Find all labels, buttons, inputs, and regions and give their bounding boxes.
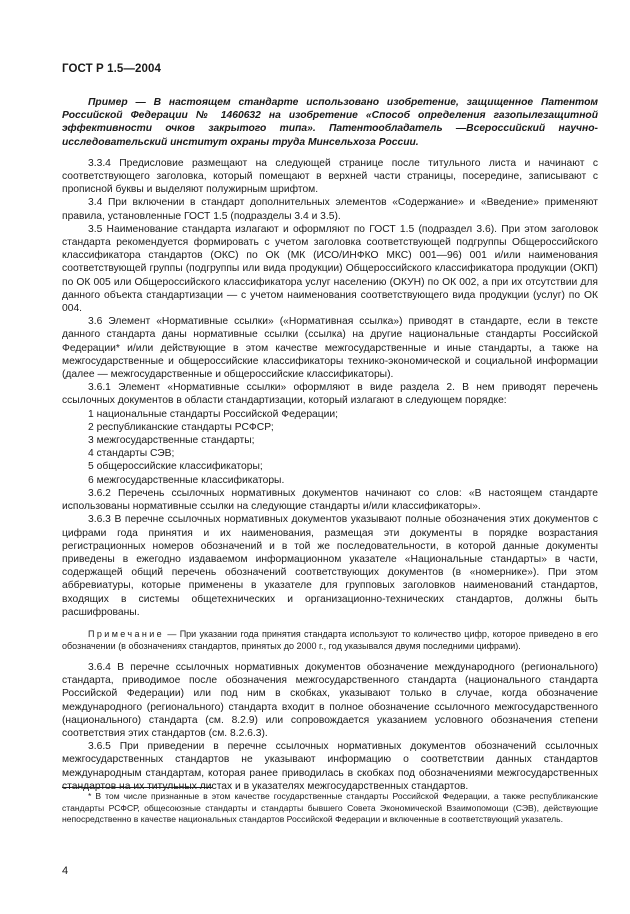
- list-item: 6 межгосударственные классификаторы.: [88, 474, 285, 486]
- document-body: [62, 96, 598, 793]
- example-paragraph: Пример — В настоящем стандарте использовано изобретение, защищенное Патентом Российской Федерации № 1460632 на изобретение «Способ определения газопылезащитной эффективности очков закрытого типа». Патентообладатель —Всероссийский научно-исследовательский институт охраны труда Минсельхоза России.: [62, 97, 598, 148]
- list-item: 5 общероссийские классификаторы;: [88, 461, 263, 473]
- paragraph-3-6-3: 3.6.3 В перечне ссылочных нормативных документов указывают полные обозначения этих документов с цифрами года принятия и их наименования, размещая эти документы в порядке возрастания регистрационных номеров обозначений и в той же последовательности, в которой данные документы приведены в ежегодно издаваемом информационном указателе «Национальные стандарты» в части, содержащей общий перечень обозначений соответствующих документов (в «номернике»). При этом аббревиатуры, которые применены в указателе для групповых заголовков наименований стандартов, входящих в системы общетехнических и организационно-технических стандартов, должны быть расшифрованы.: [62, 514, 598, 618]
- paragraph-3-4: 3.4 При включении в стандарт дополнительных элементов «Содержание» и «Введение» применяют правила, установленные ГОСТ 1.5 (подразделы 3.4 и 3.5).: [62, 197, 598, 222]
- list-item: 2 республиканские стандарты РСФСР;: [88, 421, 274, 433]
- list-item: 4 стандарты СЭВ;: [88, 448, 175, 460]
- footnote: * В том числе признанные в этом качестве государственные стандарты Российской Федерации, а также республиканские стандарты РСФСР, общесоюзные стандарты и стандарты бывшего Совета Экономической Взаимопомощи (СЭВ), действующие непосредственно в качестве национальных стандартов Российской Федерации и включенные в соответствующий указатель.: [62, 791, 598, 825]
- note-paragraph: [62, 628, 598, 652]
- note-text: — При указании года принятия стандарта используют то количество цифр, которое приведено в его обозначении (в обозначениях стандартов, принятых до 2000 г., год указывался двумя последними цифрами).: [62, 628, 598, 651]
- paragraph-3-5: 3.5 Наименование стандарта излагают и оформляют по ГОСТ 1.5 (подраздел 3.6). При этом заголовок стандарта рекомендуется формировать с учетом заголовка соответствующей подгруппы Общероссийского классификатора стандартов (ОКС) по ОК (МК (ИСО/ИНФКО МКС) 001—96) 001 и/или наименования соответствующей группы (подгруппы или вида продукции) Общероссийского классификатора продукции (ОКП) по ОК 005 или Общероссийского классификатора услуг населению (ОКУН) по ОК 002, а при их отсутствии для данного объекта стандартизации — с учетом наименования соответствующего вида продукции (услуг) по ОК 004.: [62, 223, 598, 315]
- paragraph-3-6-1: 3.6.1 Элемент «Нормативные ссылки» оформляют в виде раздела 2. В нем приводят перечень ссылочных документов в области стандартизации, который излагают в следующем порядке:: [62, 382, 598, 407]
- paragraph-3-3-4: 3.3.4 Предисловие размещают на следующей странице после титульного листа и начинают с соответствующего заголовка, который помещают в верхней части страницы, посередине, записывают с прописной буквы и выделяют полужирным шрифтом.: [62, 157, 598, 196]
- paragraph-3-6-4: 3.6.4 В перечне ссылочных нормативных документов обозначение международного (регионального) стандарта, приводимое после обозначения межгосударственного стандарта (национального стандарта Российской Федерации) или под ним в скобках, указывают только в случае, когда обозначение международного (регионального) стандарта входит в полное обозначение ссылочного межгосударственного (национального) стандарта (см. 8.2.9) или сопровождается указанием условного обозначения степени соответствия этих стандартов (см. 8.2.6.3).: [62, 661, 598, 739]
- paragraph-3-6-2: 3.6.2 Перечень ссылочных нормативных документов начинают со слов: «В настоящем стандарте использованы нормативные ссылки на следующие стандарты и/или классификаторы».: [62, 487, 598, 513]
- document-header: ГОСТ Р 1.5—2004: [62, 63, 161, 75]
- footnote-divider: [62, 787, 212, 788]
- paragraph-3-6-5: 3.6.5 При приведении в перечне ссылочных нормативных документов обозначений ссылочных межгосударственных стандартов не указывают информацию о соответствии данных стандартов международным стандартам, которая ранее приводилась в скобках под обозначениями межгосударственных стандартов на их титульных листах и в указателях межгосударственных стандартов.: [62, 741, 598, 792]
- note-label: Примечание: [88, 628, 165, 639]
- page-number: 4: [62, 865, 69, 877]
- list-item: 1 национальные стандарты Российской Федерации;: [88, 408, 339, 420]
- paragraph-3-6: 3.6 Элемент «Нормативные ссылки» («Нормативная ссылка») приводят в стандарте, если в тексте данного стандарта даны нормативные ссылки (ссылка) на другие национальные стандарты Российской Федерации* и/или действующие в этом качестве межгосударственные и иные стандарты, а также на межгосударственные и общероссийские классификаторы технико-экономической и социальной информации (далее — межгосударственные и общероссийские классификаторы).: [62, 316, 598, 381]
- list-item: 3 межгосударственные стандарты;: [88, 435, 255, 447]
